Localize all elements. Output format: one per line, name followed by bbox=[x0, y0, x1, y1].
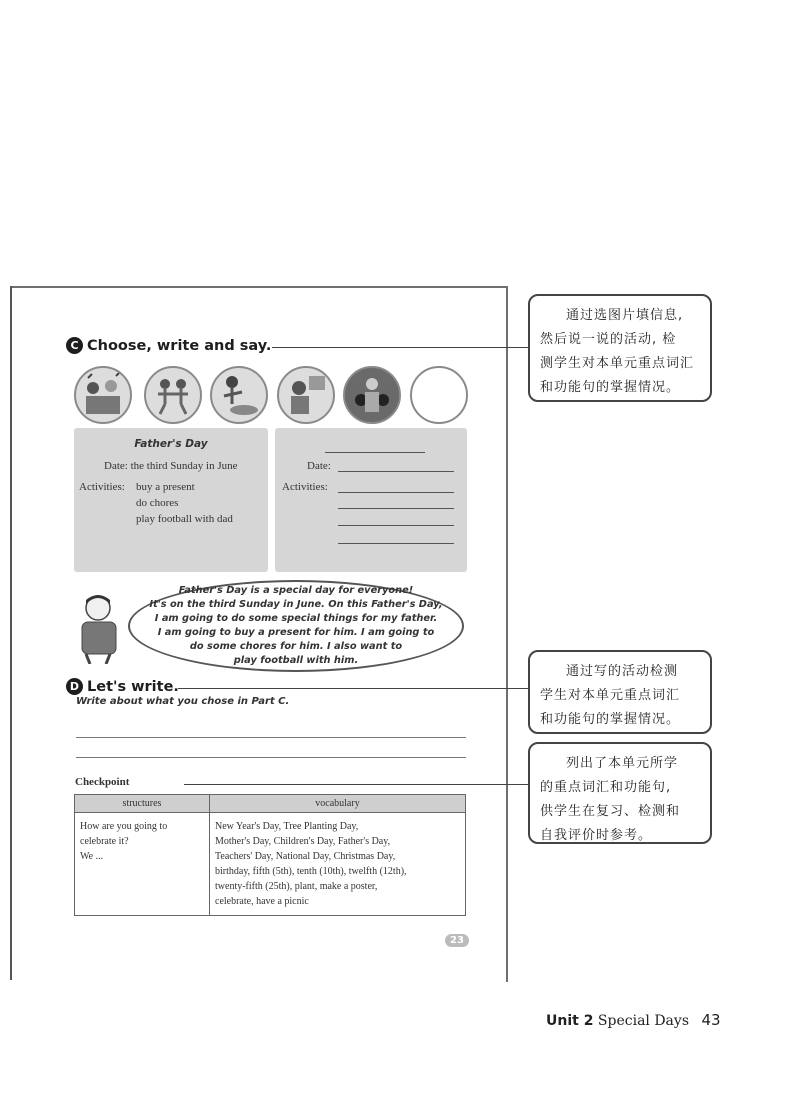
card-date: Date: the third Sunday in June bbox=[104, 460, 238, 472]
card-activity: buy a present bbox=[136, 481, 195, 493]
card-title: Father's Day bbox=[134, 438, 208, 450]
note-line: 通过选图片填信息, bbox=[566, 308, 684, 323]
speech-bubble bbox=[128, 580, 464, 672]
vocabulary-header: vocabulary bbox=[210, 795, 466, 813]
picture-blank-choice[interactable] bbox=[410, 366, 468, 424]
structure-line: How are you going to bbox=[80, 821, 168, 832]
blank-date-label: Date: bbox=[307, 460, 331, 472]
vocabulary-cell bbox=[210, 813, 466, 916]
note-line: 通过写的活动检测 bbox=[566, 664, 679, 679]
bubble-line: do some chores for him. I also want to bbox=[189, 641, 403, 652]
tree-planting-icon bbox=[214, 370, 264, 420]
page-footer bbox=[546, 1011, 721, 1029]
section-d-title bbox=[66, 678, 179, 695]
note-line: 测学生对本单元重点词汇 bbox=[540, 356, 695, 371]
page-left-rule bbox=[10, 286, 12, 980]
picture-childrens-day[interactable] bbox=[144, 366, 202, 424]
teacher-note-section-c bbox=[528, 294, 712, 402]
card-activity: do chores bbox=[136, 497, 179, 509]
activity-blank[interactable] bbox=[338, 525, 454, 526]
picture-family-day[interactable] bbox=[343, 366, 401, 424]
family-gathering-icon bbox=[347, 370, 397, 420]
section-d-badge: D bbox=[66, 678, 83, 695]
checkpoint-table-wrap bbox=[74, 794, 466, 916]
section-d-instruction: Write about what you chose in Part C. bbox=[76, 696, 290, 707]
bubble-line: I am going to buy a present for him. I am going to bbox=[157, 627, 435, 638]
footer-page-number: 43 bbox=[701, 1011, 721, 1029]
fathers-day-card bbox=[74, 428, 268, 572]
vocabulary-line: birthday, fifth (5th), tenth (10th), twelfth (12th), bbox=[215, 866, 407, 877]
structures-cell bbox=[75, 813, 210, 916]
card-activity: play football with dad bbox=[136, 513, 233, 525]
note-line: 和功能句的掌握情况。 bbox=[540, 712, 681, 727]
section-d-title-text: Let's write. bbox=[87, 679, 179, 695]
writing-line[interactable] bbox=[76, 757, 466, 758]
note-connector-d bbox=[178, 688, 528, 689]
card-activities-label: Activities: bbox=[79, 481, 125, 493]
activity-blank[interactable] bbox=[338, 543, 454, 544]
vocabulary-line: Mother's Day, Children's Day, Father's Day, bbox=[215, 836, 391, 847]
note-line: 和功能句的掌握情况。 bbox=[540, 380, 681, 395]
checkpoint-table bbox=[74, 794, 466, 916]
inner-page-number: 23 bbox=[445, 934, 469, 947]
blank-activities-label: Activities: bbox=[282, 481, 328, 493]
footer-unit-title: Special Days bbox=[597, 1013, 690, 1029]
note-line: 然后说一说的活动, 检 bbox=[540, 332, 677, 347]
boy-illustration bbox=[74, 592, 128, 664]
vocabulary-line: Teachers' Day, National Day, Christmas Day, bbox=[215, 851, 396, 862]
writing-line[interactable] bbox=[76, 737, 466, 738]
note-connector-checkpoint bbox=[184, 784, 528, 785]
section-c-badge: C bbox=[66, 337, 83, 354]
vocabulary-line: New Year's Day, Tree Planting Day, bbox=[215, 821, 359, 832]
blank-info-card bbox=[275, 428, 467, 572]
children-dancing-icon bbox=[148, 370, 198, 420]
vocabulary-line: twenty-fifth (25th), plant, make a poster, bbox=[215, 881, 378, 892]
speech-bubble-text bbox=[149, 584, 442, 668]
note-line: 列出了本单元所学 bbox=[566, 756, 679, 771]
teacher-gift-icon bbox=[281, 370, 331, 420]
structures-header: structures bbox=[75, 795, 210, 813]
checkpoint-title: Checkpoint bbox=[75, 776, 130, 788]
picture-teachers-day[interactable] bbox=[277, 366, 335, 424]
bubble-line: play football with him. bbox=[233, 655, 359, 666]
note-line: 供学生在复习、检测和 bbox=[540, 804, 681, 819]
picture-tree-planting[interactable] bbox=[210, 366, 268, 424]
footer-unit: Unit 2 bbox=[546, 1013, 594, 1029]
section-c-title-text: Choose, write and say. bbox=[87, 338, 272, 354]
structure-line: We ... bbox=[80, 851, 104, 862]
celebration-icon bbox=[78, 370, 128, 420]
bubble-line: I am going to do some special things for my father. bbox=[154, 613, 438, 624]
structure-line: celebrate it? bbox=[80, 836, 129, 847]
teacher-note-section-d bbox=[528, 650, 712, 734]
activity-blank[interactable] bbox=[338, 492, 454, 493]
bubble-line: It's on the third Sunday in June. On this Father's Day, bbox=[149, 599, 443, 610]
note-connector-c bbox=[272, 347, 528, 348]
title-blank[interactable] bbox=[325, 452, 425, 453]
picture-new-year[interactable] bbox=[74, 366, 132, 424]
vocabulary-line: celebrate, have a picnic bbox=[215, 896, 309, 907]
section-c-title bbox=[66, 337, 271, 354]
teacher-note-checkpoint bbox=[528, 742, 712, 844]
note-line: 自我评价时参考。 bbox=[540, 828, 653, 843]
bubble-line: Father's Day is a special day for everyone! bbox=[178, 585, 414, 596]
date-blank[interactable] bbox=[338, 471, 454, 472]
note-line: 学生对本单元重点词汇 bbox=[540, 688, 681, 703]
activity-blank[interactable] bbox=[338, 508, 454, 509]
note-line: 的重点词汇和功能句, bbox=[540, 780, 672, 795]
